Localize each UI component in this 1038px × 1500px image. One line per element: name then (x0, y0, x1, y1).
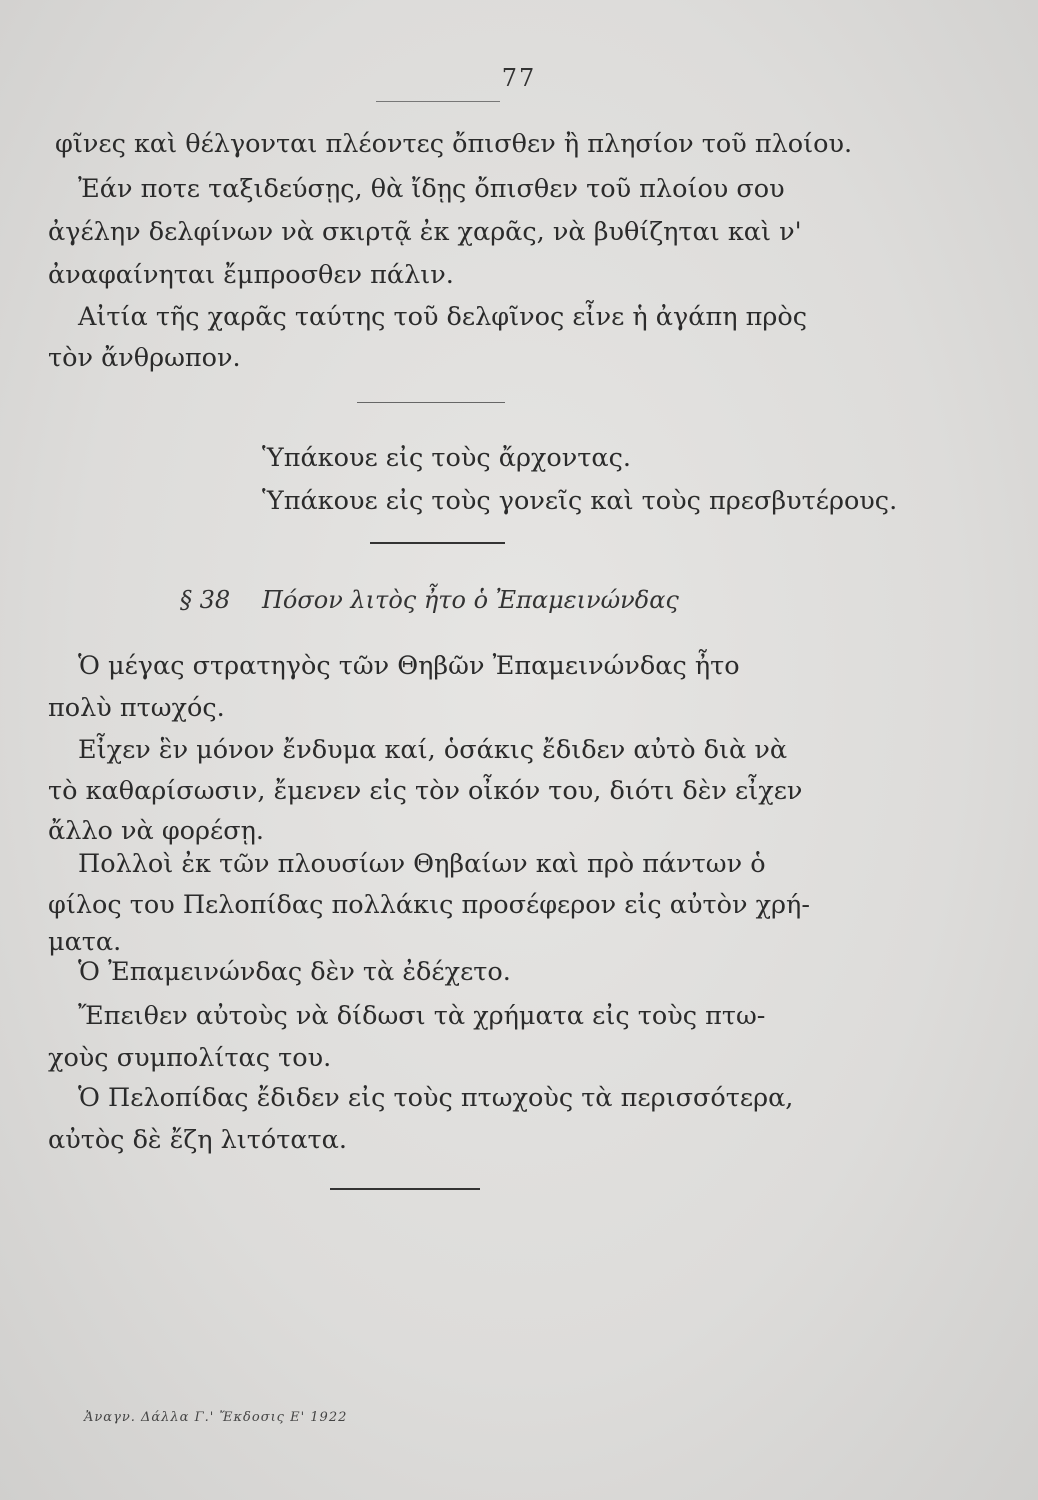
page-number: 77 (501, 64, 537, 92)
text-line: ἀναφαίνηται ἔμπροσθεν πάλιν. (48, 260, 454, 290)
text-line: τὸν ἄνθρωπον. (48, 343, 241, 373)
text-line: φῖνες καὶ θέλγονται πλέοντες ὄπισθεν ἢ πλησίον τοῦ πλοίου. (55, 129, 853, 159)
text-line: Ὁ μέγας στρατηγὸς τῶν Θηβῶν Ἐπαμεινώνδας ἦτο (78, 651, 740, 681)
text-line: Ἐάν ποτε ταξιδεύσῃς, θὰ ἴδῃς ὄπισθεν τοῦ πλοίου σου (78, 174, 785, 204)
separator-rule (330, 1188, 480, 1190)
footer-imprint: Ἀναγν. Δάλλα Γ.' Ἔκδοσις Ε' 1922 (84, 1410, 348, 1425)
text-line: Ἔπειθεν αὐτοὺς νὰ δίδωσι τὰ χρήματα εἰς τοὺς πτω- (78, 1001, 766, 1031)
text-line: φίλος του Πελοπίδας πολλάκις προσέφερον εἰς αὐτὸν χρή- (48, 890, 810, 920)
text-line: ἀγέλην δελφίνων νὰ σκιρτᾷ ἐκ χαρᾶς, νὰ βυθίζηται καὶ ν' (48, 217, 802, 247)
maxim-line: Ὑπάκουε εἰς τοὺς ἄρχοντας. (262, 443, 631, 473)
text-line: ἄλλο νὰ φορέσῃ. (48, 816, 265, 846)
maxim-line: Ὑπάκουε εἰς τοὺς γονεῖς καὶ τοὺς πρεσβυτέρους. (262, 486, 898, 516)
text-line: Πολλοὶ ἐκ τῶν πλουσίων Θηβαίων καὶ πρὸ πάντων ὁ (78, 849, 766, 879)
text-line: Εἶχεν ἓν μόνον ἔνδυμα καί, ὁσάκις ἔδιδεν αὐτὸ διὰ νὰ (78, 735, 788, 765)
section-number: § 38 (180, 586, 231, 614)
text-line: ματα. (48, 927, 122, 957)
section-title: Πόσον λιτὸς ἦτο ὁ Ἐπαμεινώνδας (262, 586, 679, 614)
page-number-rule (376, 101, 500, 102)
text-line: αὐτὸς δὲ ἔζη λιτότατα. (48, 1125, 347, 1155)
text-line: Αἰτία τῆς χαρᾶς ταύτης τοῦ δελφῖνος εἶνε ἡ ἀγάπη πρὸς (78, 302, 807, 332)
separator-rule (357, 402, 505, 403)
text-line: χοὺς συμπολίτας του. (48, 1043, 332, 1073)
text-line: τὸ καθαρίσωσιν, ἔμενεν εἰς τὸν οἶκόν του, διότι δὲν εἶχεν (48, 776, 803, 806)
text-line: Ὁ Ἐπαμεινώνδας δὲν τὰ ἐδέχετο. (78, 957, 511, 987)
separator-rule (370, 542, 505, 544)
text-line: Ὁ Πελοπίδας ἔδιδεν εἰς τοὺς πτωχοὺς τὰ περισσότερα, (78, 1083, 794, 1113)
text-line: πολὺ πτωχός. (48, 693, 225, 723)
